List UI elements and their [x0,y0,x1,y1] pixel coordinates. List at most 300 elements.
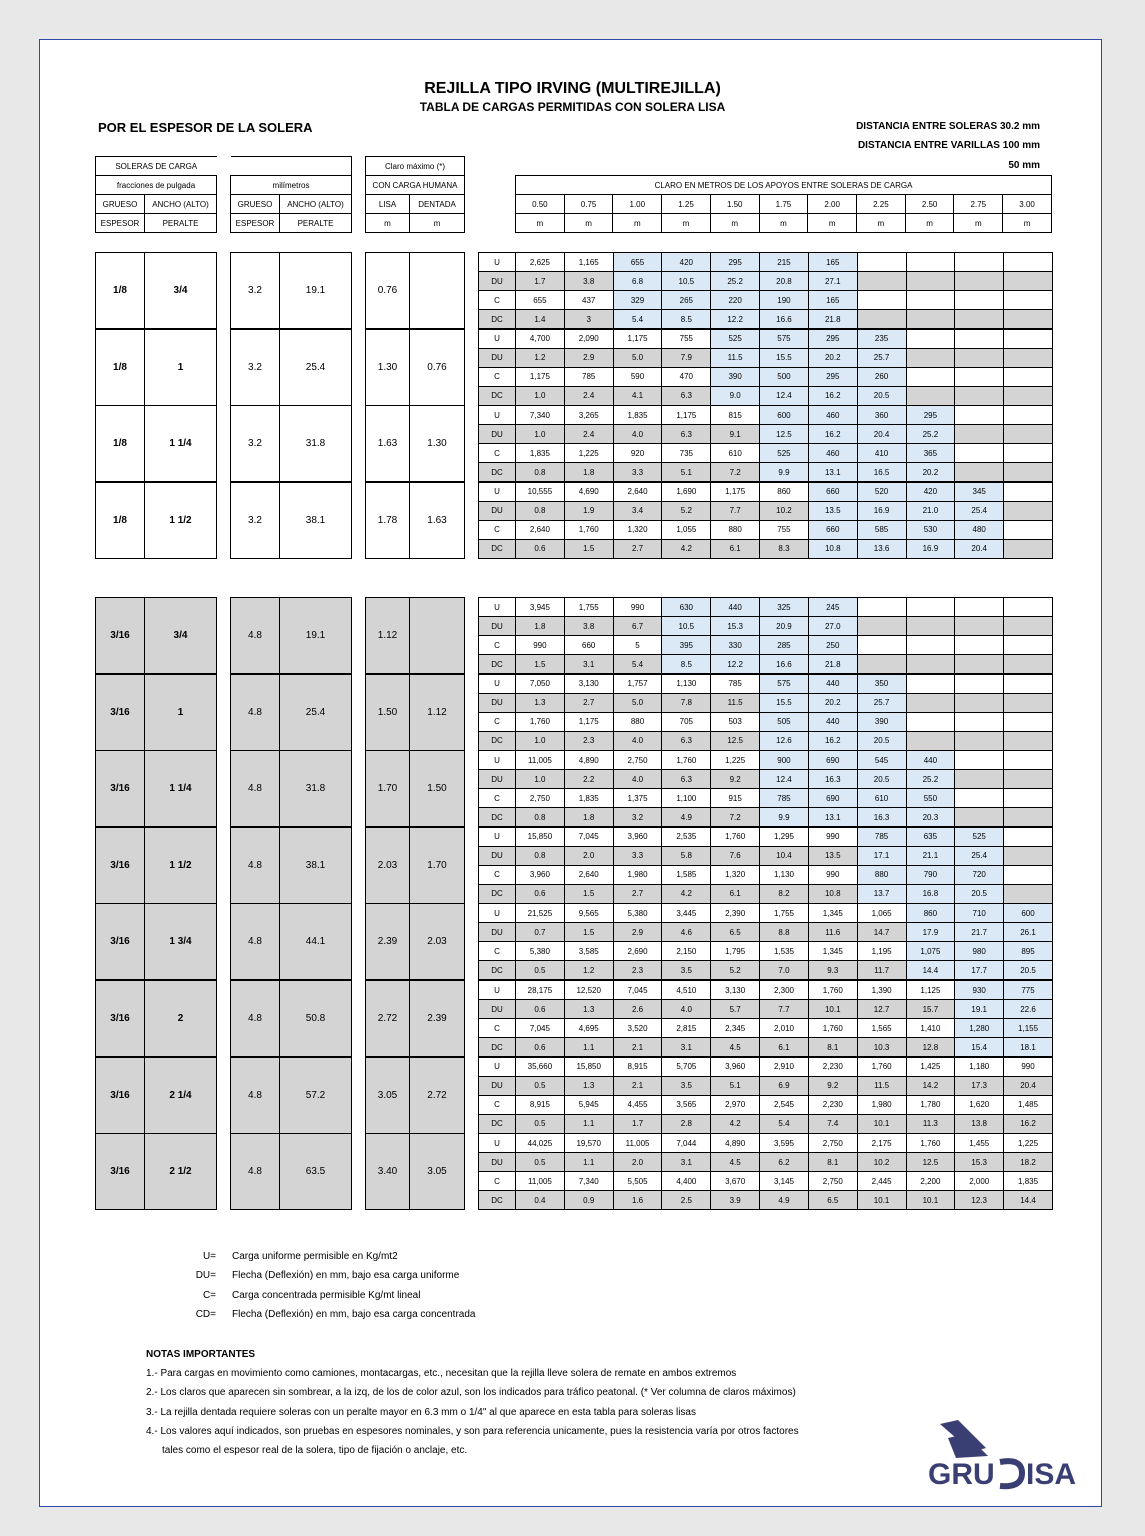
table-cell: 3,585 [564,942,613,961]
table-cell: 4.2 [662,539,711,558]
mm-ancho: 57.2 [280,1057,352,1133]
table-cell: 360 [857,406,906,425]
table-cell: 1.6 [613,1191,662,1210]
table-cell: 0.5 [516,1153,565,1172]
table-row [479,923,1053,942]
row-label: U [479,406,516,425]
table-cell: 990 [1004,1057,1053,1076]
table-cell: 7.7 [711,501,760,520]
table-cell: 17.7 [955,961,1004,980]
frac-grueso: 1/8 [96,253,145,329]
header-ancho: ANCHO (ALTO) [145,195,217,214]
table-cell: 1,760 [711,827,760,846]
table-cell: 2,690 [613,942,662,961]
table-cell: 600 [1004,904,1053,923]
group-info-table [95,482,217,559]
table-cell: 785 [564,367,613,386]
table-cell: 22.6 [1004,1000,1053,1019]
table-cell [1004,617,1053,636]
load-table [478,252,1053,329]
table-cell: 9.9 [760,463,809,482]
table-cell: 395 [662,636,711,655]
load-table [478,405,1053,482]
table-cell: 2.6 [613,1000,662,1019]
mm-grueso: 4.8 [231,1134,280,1210]
table-cell: 10.4 [760,846,809,865]
table-cell [1004,348,1053,367]
header-grueso: GRUESO [96,195,145,214]
table-cell [1004,770,1053,789]
table-cell: 13.1 [808,463,857,482]
table-cell: 1,225 [1004,1134,1053,1153]
table-cell: 1,835 [564,789,613,808]
table-cell: 990 [516,636,565,655]
span-value: 1.50 [710,195,759,214]
table-cell: 3,520 [613,1019,662,1038]
group-info-table [95,252,217,329]
table-cell: 0.5 [516,1076,565,1095]
row-label: C [479,1019,516,1038]
table-cell: 11.3 [906,1114,955,1133]
table-cell: 5.0 [613,348,662,367]
table-cell: 440 [906,751,955,770]
table-cell: 3,265 [564,406,613,425]
table-cell: 10.2 [760,501,809,520]
table-cell: 3,445 [662,904,711,923]
table-cell: 5 [613,636,662,655]
header-peralte: PERALTE [145,214,217,233]
header-fracciones-label: fracciones de pulgada [96,176,217,195]
table-cell: 0.6 [516,1000,565,1019]
table-cell [955,272,1004,291]
table-cell [906,674,955,693]
table-cell: 6.9 [760,1076,809,1095]
table-cell: 1,175 [516,367,565,386]
table-cell: 1,175 [711,482,760,501]
table-cell [1004,865,1053,884]
table-cell: 7.8 [662,693,711,712]
claro-lisa: 1.50 [366,674,410,750]
table-cell: 20.2 [906,463,955,482]
load-table [478,750,1053,827]
table-cell: 2.9 [613,923,662,942]
table-cell [906,655,955,674]
table-cell: 4.2 [711,1114,760,1133]
table-cell: 1,620 [955,1095,1004,1114]
table-cell: 470 [662,367,711,386]
row-label: DU [479,617,516,636]
table-cell [906,272,955,291]
table-cell: 2,150 [662,942,711,961]
table-cell: 15.4 [955,1038,1004,1057]
frac-grueso: 3/16 [96,1134,145,1210]
table-cell: 3.1 [564,655,613,674]
table-cell: 2,640 [516,520,565,539]
frac-ancho: 3/4 [145,253,217,329]
table-cell: 18.1 [1004,1038,1053,1057]
table-row [479,1057,1053,1076]
table-cell: 25.4 [955,501,1004,520]
table-cell [1004,598,1053,617]
table-cell: 1,130 [760,865,809,884]
note-item: 4.- Los valores aquí indicados, son pruebas en espesores nominales, y son para referencia unicamente, pues la resistencia varía por otros factores [146,1425,799,1437]
frac-grueso: 3/16 [96,1057,145,1133]
mm-grueso: 4.8 [231,598,280,674]
table-cell: 4,400 [662,1172,711,1191]
table-cell [906,253,955,272]
table-cell: 1,175 [613,329,662,348]
note-item: 2.- Los claros que aparecen sin sombrear, a la izq, de los de color azul, son los indicados para tráfico peatonal. (* Ver columna de claros máximos) [146,1387,796,1399]
table-cell: 350 [857,674,906,693]
table-cell: 4.2 [662,884,711,903]
row-label: DC [479,884,516,903]
frac-ancho: 2 [145,981,217,1057]
table-cell [906,636,955,655]
distance-soleras: DISTANCIA ENTRE SOLERAS 30.2 mm [856,121,1040,132]
table-cell [857,253,906,272]
table-cell: 235 [857,329,906,348]
span-unit: m [808,214,857,233]
table-cell: 3,595 [760,1134,809,1153]
table-cell: 1,320 [711,865,760,884]
table-row [479,904,1053,923]
table-cell: 1,175 [564,712,613,731]
table-cell: 4.1 [613,386,662,405]
table-cell: 0.8 [516,501,565,520]
table-cell: 15,850 [564,1057,613,1076]
table-cell: 6.2 [760,1153,809,1172]
load-table [478,827,1053,904]
table-cell: 13.7 [857,884,906,903]
claro-lisa: 3.40 [366,1134,410,1210]
table-cell: 11,005 [516,1172,565,1191]
legend-item [190,1270,459,1281]
table-cell: 575 [760,329,809,348]
table-row [479,1153,1053,1172]
table-cell: 437 [564,291,613,310]
table-cell: 1,075 [906,942,955,961]
table-cell: 720 [955,865,1004,884]
table-cell [906,712,955,731]
table-cell: 8.8 [760,923,809,942]
table-cell [955,731,1004,750]
table-cell: 1,410 [906,1019,955,1038]
table-row [479,674,1053,693]
row-label: DC [479,808,516,827]
row-label: DU [479,923,516,942]
table-cell: 17.3 [955,1076,1004,1095]
table-cell: 1,757 [613,674,662,693]
table-cell: 365 [906,444,955,463]
table-cell [1004,482,1053,501]
table-cell: 5.7 [711,1000,760,1019]
table-cell: 17.9 [906,923,955,942]
table-cell: 7,045 [613,981,662,1000]
table-cell: 1,760 [808,981,857,1000]
table-cell: 6.1 [711,539,760,558]
span-unit: m [905,214,954,233]
table-cell: 1.8 [564,463,613,482]
mm-grueso: 3.2 [231,253,280,329]
table-cell [955,598,1004,617]
table-cell: 14.7 [857,923,906,942]
group-info-table [95,674,217,751]
table-cell: 4.0 [613,731,662,750]
table-cell: 2,535 [662,827,711,846]
table-cell: 9.3 [808,961,857,980]
row-label: U [479,253,516,272]
table-cell: 1,345 [808,942,857,961]
table-cell [857,636,906,655]
mm-ancho: 25.4 [280,674,352,750]
table-cell: 3.5 [662,961,711,980]
table-cell: 11.6 [808,923,857,942]
table-cell: 1.1 [564,1153,613,1172]
table-cell: 2.0 [613,1153,662,1172]
group-info-table [365,482,465,559]
table-cell: 635 [906,827,955,846]
table-row [479,520,1053,539]
table-cell: 3.4 [613,501,662,520]
table-cell [955,770,1004,789]
mm-grueso: 4.8 [231,674,280,750]
table-cell: 245 [808,598,857,617]
frac-ancho: 3/4 [145,598,217,674]
table-row [479,1172,1053,1191]
table-cell: 28,175 [516,981,565,1000]
table-cell: 2,815 [662,1019,711,1038]
table-cell: 2,750 [613,751,662,770]
table-cell: 20.5 [857,386,906,405]
span-value: 2.00 [808,195,857,214]
table-row [479,1134,1053,1153]
span-value: 3.00 [1003,195,1052,214]
table-cell: 11,005 [516,751,565,770]
table-row [479,1038,1053,1057]
group-info-table [230,252,352,329]
header-fracciones [95,156,217,233]
table-cell: 4.0 [613,770,662,789]
table-cell: 5.4 [613,310,662,329]
table-cell: 660 [564,636,613,655]
table-row [479,961,1053,980]
table-cell: 390 [711,367,760,386]
frac-grueso: 1/8 [96,406,145,482]
row-label: U [479,674,516,693]
table-cell: 4.0 [662,1000,711,1019]
table-cell: 1,195 [857,942,906,961]
table-cell [1004,636,1053,655]
table-cell: 390 [857,712,906,731]
table-cell: 9.0 [711,386,760,405]
group-info-table [230,405,352,482]
group-info-table [230,329,352,406]
table-cell: 1,065 [857,904,906,923]
table-cell: 3.1 [662,1153,711,1172]
table-cell [906,291,955,310]
table-cell: 3.8 [564,617,613,636]
group-info-table [95,329,217,406]
table-cell: 860 [906,904,955,923]
group-info-table [365,903,465,980]
claro-lisa: 0.76 [366,253,410,329]
table-cell: 915 [711,789,760,808]
table-cell: 3.2 [613,808,662,827]
claro-lisa: 2.72 [366,981,410,1057]
table-cell: 260 [857,367,906,386]
row-label: C [479,291,516,310]
table-cell: 44,025 [516,1134,565,1153]
table-cell: 1,795 [711,942,760,961]
row-label: DC [479,961,516,980]
group-info-table [95,750,217,827]
legend-key: C= [202,1289,216,1301]
table-cell: 3,960 [711,1057,760,1076]
legend-key: CD= [195,1308,216,1320]
header-grueso-mm: GRUESO [231,195,280,214]
table-cell: 525 [711,329,760,348]
table-cell [955,808,1004,827]
table-cell: 27.0 [808,617,857,636]
mm-ancho: 19.1 [280,598,352,674]
table-cell: 500 [760,367,809,386]
table-row [479,808,1053,827]
frac-ancho: 1 [145,674,217,750]
mm-grueso: 3.2 [231,482,280,558]
table-cell: 2.7 [564,693,613,712]
table-cell: 790 [906,865,955,884]
group-info-table [365,750,465,827]
table-cell: 11.5 [857,1076,906,1095]
group-info-table [365,1057,465,1134]
table-cell [955,329,1004,348]
table-cell: 16.2 [808,386,857,405]
table-row [479,655,1053,674]
table-cell: 0.6 [516,1038,565,1057]
frac-grueso: 3/16 [96,904,145,980]
mm-ancho: 63.5 [280,1134,352,1210]
table-cell: 1.3 [564,1000,613,1019]
table-cell: 410 [857,444,906,463]
table-cell: 0.5 [516,1114,565,1133]
table-row [479,367,1053,386]
table-cell: 13.8 [955,1114,1004,1133]
table-cell: 1,760 [808,1019,857,1038]
table-cell: 12.8 [906,1038,955,1057]
row-label: DC [479,539,516,558]
group-info-table [230,674,352,751]
table-cell: 20.8 [760,272,809,291]
table-cell: 7.2 [711,808,760,827]
table-cell: 2,640 [613,482,662,501]
table-cell: 2,175 [857,1134,906,1153]
table-cell: 1.5 [516,655,565,674]
frac-ancho: 1 1/4 [145,751,217,827]
span-unit: m [954,214,1003,233]
group-info-table [95,1057,217,1134]
span-unit: m [1003,214,1052,233]
table-cell: 7,045 [564,827,613,846]
mm-grueso: 4.8 [231,827,280,903]
table-cell: 2,970 [711,1095,760,1114]
table-row [479,1114,1053,1133]
claro-lisa: 2.03 [366,827,410,903]
table-cell: 15,850 [516,827,565,846]
table-cell: 1.2 [564,961,613,980]
row-label: DU [479,501,516,520]
table-cell: 21.8 [808,655,857,674]
table-cell: 1.3 [516,693,565,712]
table-row [479,444,1053,463]
frac-ancho: 2 1/2 [145,1134,217,1210]
page-title: REJILLA TIPO IRVING (MULTIREJILLA) [424,80,721,97]
frac-ancho: 1 1/2 [145,482,217,558]
table-cell: 190 [760,291,809,310]
header-dentada: DENTADA [410,195,465,214]
table-cell: 12.5 [711,731,760,750]
table-cell: 7.9 [662,348,711,367]
table-cell: 16.5 [857,463,906,482]
table-cell: 1,390 [857,981,906,1000]
table-row [479,884,1053,903]
table-cell: 6.3 [662,425,711,444]
legend-key: U= [202,1251,216,1262]
span-header-label: CLARO EN METROS DE LOS APOYOS ENTRE SOLERAS DE CARGA [516,176,1052,195]
table-row [479,386,1053,405]
table-cell: 1,980 [857,1095,906,1114]
table-cell: 0.4 [516,1191,565,1210]
group-info-table [95,827,217,904]
table-row [479,482,1053,501]
group-info-table [365,674,465,751]
table-cell [1004,539,1053,558]
table-cell: 220 [711,291,760,310]
table-row [479,291,1053,310]
table-cell: 1.0 [516,386,565,405]
table-cell: 735 [662,444,711,463]
table-row [479,310,1053,329]
row-label: DU [479,1000,516,1019]
table-cell [906,617,955,636]
table-cell: 2,750 [808,1172,857,1191]
table-cell: 2.4 [564,386,613,405]
table-cell: 6.7 [613,617,662,636]
mm-grueso: 4.8 [231,904,280,980]
table-cell: 25.4 [955,846,1004,865]
header-dentada-unit: m [410,214,465,233]
table-cell: 265 [662,291,711,310]
load-table [478,980,1053,1057]
table-cell: 0.6 [516,884,565,903]
table-row [479,463,1053,482]
table-cell [955,253,1004,272]
row-label: C [479,444,516,463]
table-cell: 4.6 [662,923,711,942]
table-cell: 11.5 [711,693,760,712]
row-label: U [479,1134,516,1153]
mm-ancho: 38.1 [280,827,352,903]
mm-ancho: 38.1 [280,482,352,558]
table-cell: 1,980 [613,865,662,884]
header-milimetros-label: milímetros [231,176,352,195]
table-cell: 420 [662,253,711,272]
table-cell: 15.7 [906,1000,955,1019]
frac-grueso: 3/16 [96,674,145,750]
table-cell: 3,130 [564,674,613,693]
table-cell [955,310,1004,329]
table-cell: 460 [808,406,857,425]
load-table [478,482,1053,559]
